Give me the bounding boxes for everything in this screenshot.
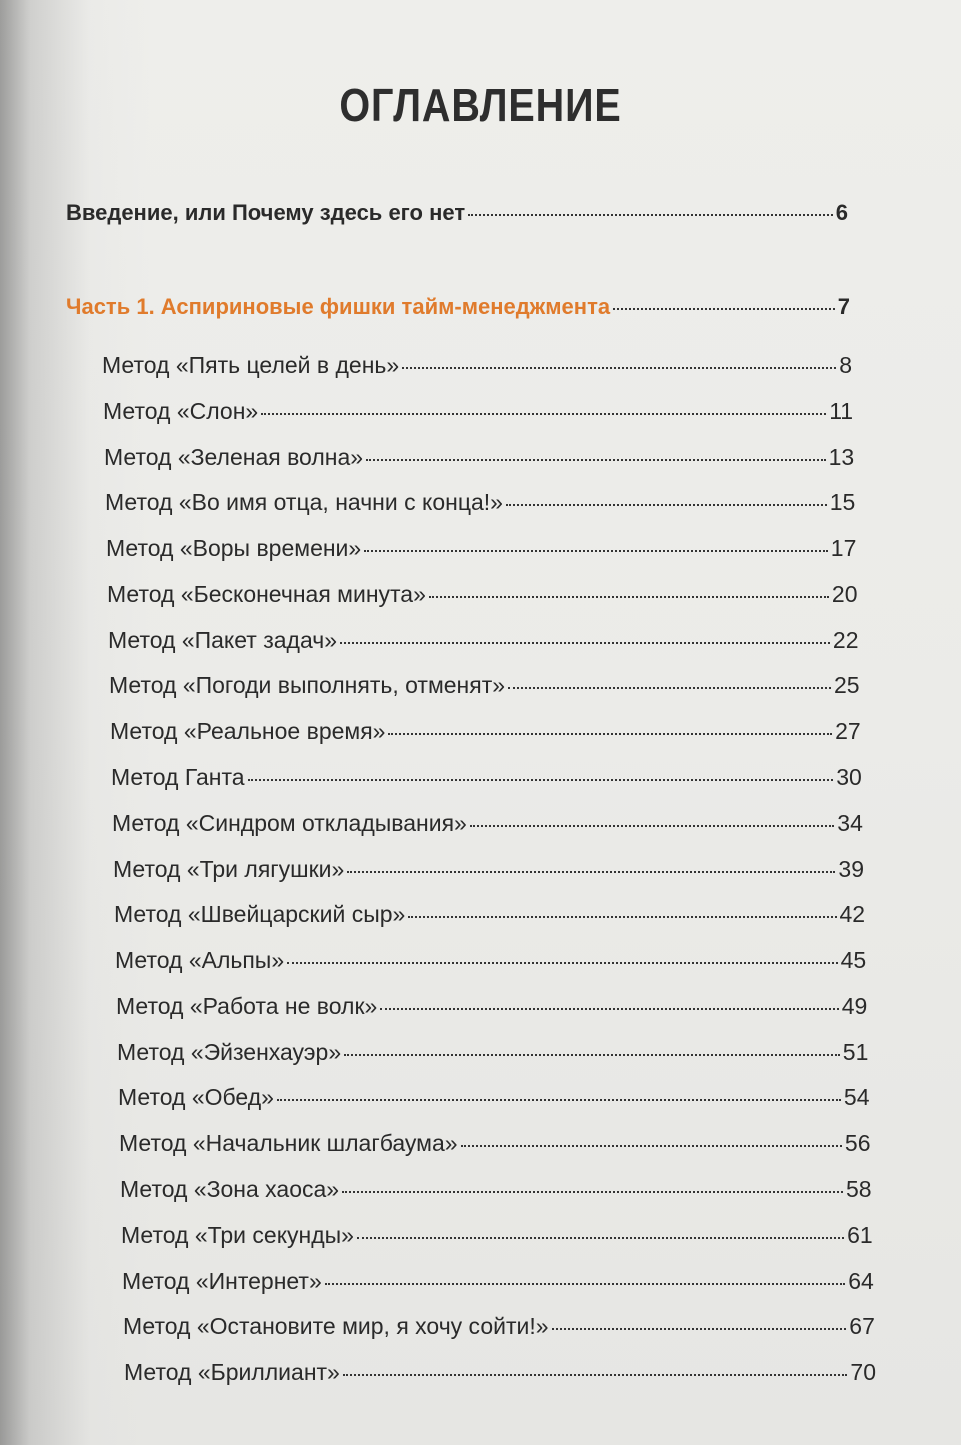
toc-entry-method <box>119 1130 871 1157</box>
toc-entry-method <box>107 581 858 608</box>
toc-entry-page: 49 <box>841 992 868 1019</box>
toc-entry-label: Метод «Погоди выполнять, отменят» <box>109 672 506 699</box>
toc-entry-method <box>114 901 865 928</box>
dot-leader <box>340 642 830 644</box>
toc-entry-method <box>105 489 855 516</box>
toc-entry-label: Метод «Бесконечная минута» <box>107 580 426 607</box>
toc-entry-label: Метод «Интернет» <box>122 1267 322 1294</box>
toc-entry-method <box>108 627 859 654</box>
dot-leader <box>380 1008 838 1010</box>
toc-part-label: Часть 1. Аспириновые фишки тайм-менеджмента <box>66 294 611 319</box>
dot-leader <box>248 779 834 781</box>
dot-leader <box>325 1283 845 1285</box>
toc-entry-label: Метод «Работа не волк» <box>116 992 378 1019</box>
toc-entry-page: 30 <box>836 764 862 790</box>
toc-entry-page: 13 <box>828 443 855 470</box>
toc-entry-page: 17 <box>830 535 857 562</box>
toc-entry-page: 27 <box>835 718 861 745</box>
dot-leader <box>343 1374 848 1376</box>
dot-leader <box>357 1237 844 1239</box>
toc-entry-label: Метод «Воры времени» <box>106 535 362 562</box>
dot-leader <box>470 825 834 827</box>
dot-leader <box>261 413 826 415</box>
dot-leader <box>344 1054 840 1056</box>
dot-leader <box>506 504 827 506</box>
toc-entry-label: Метод «Пакет задач» <box>108 626 338 653</box>
toc-entry-label: Метод «Три секунды» <box>121 1221 354 1248</box>
toc-entry-method <box>112 810 863 837</box>
toc-entry-method <box>111 764 862 791</box>
toc-entry-page: 56 <box>844 1130 871 1157</box>
toc-entry-method <box>124 1359 876 1386</box>
toc-entry-method <box>110 718 861 745</box>
toc-entry-method <box>115 947 866 974</box>
dot-leader <box>388 733 832 735</box>
dot-leader <box>402 367 836 369</box>
toc-entry-label: Метод «Швейцарский сыр» <box>114 901 406 928</box>
toc-entry-label: Метод «Обед» <box>118 1084 274 1111</box>
toc-entry-page: 61 <box>847 1221 873 1248</box>
toc-entry-label: Метод «Три лягушки» <box>113 855 345 882</box>
toc-entry-label: Метод «Реальное время» <box>110 718 386 745</box>
toc-entry-method <box>118 1084 870 1111</box>
toc-entry-page: 15 <box>829 489 856 516</box>
toc-entry-page: 51 <box>842 1038 869 1065</box>
toc-entry-label: Метод Ганта <box>111 764 245 790</box>
toc-entry-page: 45 <box>840 947 867 973</box>
toc-entry-label: Метод «Начальник шлагбаума» <box>119 1130 458 1157</box>
toc-entry-page: 7 <box>837 294 850 319</box>
dot-leader <box>277 1099 841 1101</box>
toc-entry-method <box>106 535 856 562</box>
dot-leader <box>613 308 835 310</box>
toc-entry-method <box>123 1313 875 1340</box>
dot-leader <box>508 687 831 689</box>
toc-entry-page: 42 <box>839 901 866 928</box>
toc-entry-label: Метод «Бриллиант» <box>124 1359 340 1385</box>
toc-entry-method <box>116 993 867 1020</box>
toc-entry-label: Метод «Эйзенхауэр» <box>117 1038 342 1065</box>
toc-entry-page: 34 <box>837 809 863 836</box>
dot-leader <box>342 1191 843 1193</box>
toc-entry-page: 22 <box>832 626 859 653</box>
dot-leader <box>287 962 837 964</box>
toc-entry-label: Метод «Пять целей в день» <box>102 352 400 378</box>
dot-leader <box>552 1328 847 1330</box>
toc-entry-method <box>120 1176 872 1203</box>
toc-entry-page: 20 <box>831 580 858 607</box>
dot-leader <box>461 1145 842 1147</box>
toc-entry-page: 54 <box>843 1084 870 1111</box>
toc-entry-part-1 <box>66 294 850 320</box>
toc-entry-page: 39 <box>838 855 864 882</box>
toc-entry-method <box>103 398 853 425</box>
toc-entry-page: 8 <box>839 352 852 378</box>
toc-entry-label: Метод «Зона хаоса» <box>120 1175 340 1202</box>
toc-entry-label: Метод «Альпы» <box>115 947 285 973</box>
dot-leader <box>364 550 828 552</box>
toc-entry-label: Метод «Остановите мир, я хочу сойти!» <box>123 1313 549 1340</box>
dot-leader <box>468 214 833 216</box>
toc-entry-label: Метод «Слон» <box>103 397 259 424</box>
page-title: ОГЛАВЛЕНИЕ <box>339 79 622 131</box>
dot-leader <box>366 459 826 461</box>
toc-entry-method <box>113 856 864 883</box>
toc-entry-page: 11 <box>829 397 854 424</box>
toc-entry-label: Метод «Синдром откладывания» <box>112 809 467 836</box>
toc-entry-label: Метод «Во имя отца, начни с конца!» <box>105 489 503 516</box>
toc-entry-page: 58 <box>846 1175 872 1202</box>
toc-entry-page: 70 <box>850 1359 876 1385</box>
toc-entry-page: 25 <box>834 672 860 699</box>
toc-entry-method <box>109 672 860 699</box>
toc-entry-page: 67 <box>849 1313 875 1340</box>
toc-entry-method <box>117 1039 868 1066</box>
dot-leader <box>429 596 829 598</box>
toc-entry-method <box>122 1268 874 1295</box>
toc-entry-introduction <box>66 200 848 226</box>
toc-entry-label: Метод «Зеленая волна» <box>104 443 364 470</box>
toc-entry-method <box>121 1222 873 1249</box>
toc-entry-page: 6 <box>835 200 848 225</box>
toc-entry-method <box>104 444 854 471</box>
toc-entry-method <box>102 352 852 379</box>
toc-entry-label: Введение, или Почему здесь его нет <box>66 200 466 225</box>
dot-leader <box>347 871 835 873</box>
dot-leader <box>408 916 836 918</box>
toc-entry-page: 64 <box>848 1267 874 1294</box>
